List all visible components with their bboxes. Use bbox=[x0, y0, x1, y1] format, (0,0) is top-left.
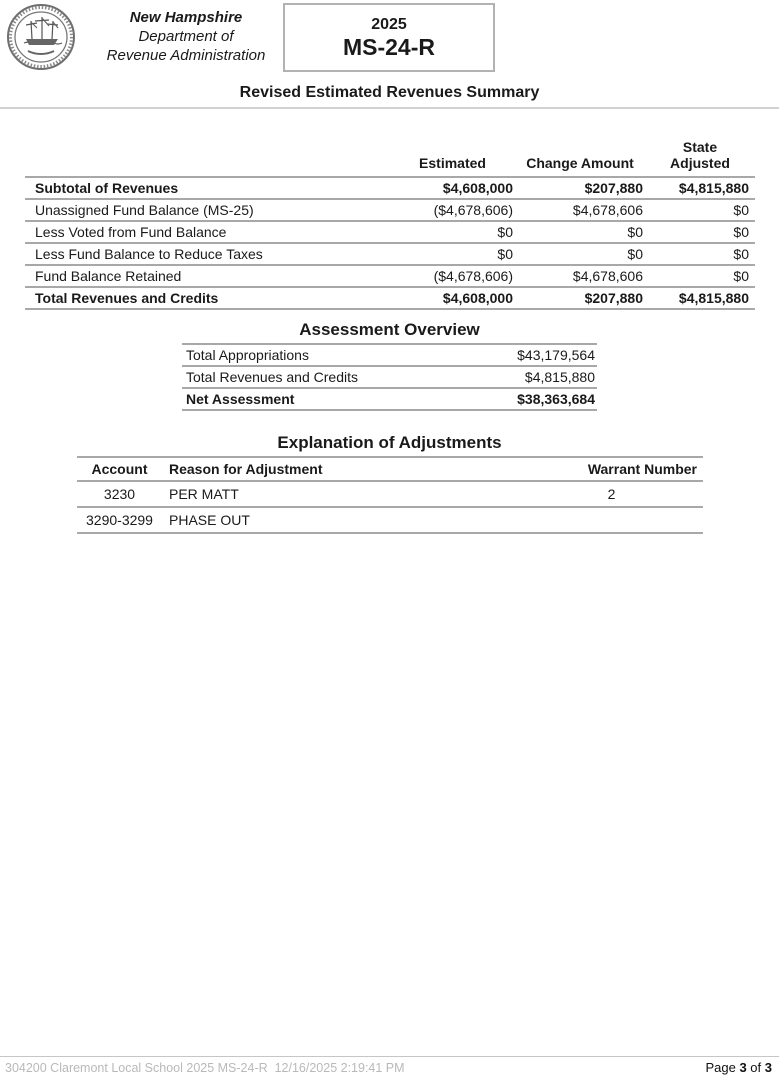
revenue-summary-table bbox=[25, 133, 755, 310]
page-current: 3 bbox=[739, 1060, 747, 1075]
row-value: $4,815,880 bbox=[524, 369, 595, 385]
cell-estimated: $0 bbox=[497, 246, 513, 262]
assessment-overview-title: Assessment Overview bbox=[299, 320, 480, 339]
of-word: of bbox=[750, 1060, 762, 1075]
cell-change: $207,880 bbox=[584, 290, 643, 306]
col-state-adjusted-line2: Adjusted bbox=[670, 155, 730, 171]
row-label: Net Assessment bbox=[186, 391, 295, 407]
cell-adjusted: $0 bbox=[733, 268, 749, 284]
agency-line3: Revenue Administration bbox=[106, 47, 266, 64]
col-account: Account bbox=[91, 461, 148, 477]
cell-reason: PER MATT bbox=[169, 486, 239, 502]
table-row bbox=[25, 177, 755, 199]
col-estimated: Estimated bbox=[419, 155, 486, 171]
cell-estimated: ($4,678,606) bbox=[433, 268, 513, 284]
cell-estimated: $0 bbox=[497, 224, 513, 240]
table-row bbox=[182, 388, 597, 410]
row-label: Less Voted from Fund Balance bbox=[35, 224, 227, 240]
cell-change: $207,880 bbox=[584, 180, 643, 196]
cell-estimated: ($4,678,606) bbox=[433, 202, 513, 218]
col-blank bbox=[25, 133, 390, 177]
row-label: Fund Balance Retained bbox=[35, 268, 182, 284]
cell-account: 3230 bbox=[103, 486, 136, 502]
cell-reason: PHASE OUT bbox=[169, 512, 250, 528]
table-row bbox=[25, 221, 755, 243]
cell-adjusted: $0 bbox=[733, 246, 749, 262]
table-row bbox=[77, 507, 703, 533]
page-number bbox=[705, 1060, 772, 1075]
cell-adjusted: $4,815,880 bbox=[678, 290, 749, 306]
adjustments-title: Explanation of Adjustments bbox=[277, 433, 502, 452]
assessment-overview-table bbox=[182, 343, 597, 411]
page-title: Revised Estimated Revenues Summary bbox=[239, 84, 540, 101]
table-row bbox=[77, 481, 703, 507]
agency-line2: Department of bbox=[138, 28, 234, 45]
cell-adjusted: $0 bbox=[733, 224, 749, 240]
adjustments-table bbox=[77, 456, 703, 534]
cell-account: 3290-3299 bbox=[86, 512, 153, 528]
table-row bbox=[25, 199, 755, 221]
cell-estimated: $4,608,000 bbox=[442, 180, 513, 196]
form-id: MS-24-R bbox=[342, 33, 435, 60]
col-warrant-number: Warrant Number bbox=[587, 461, 697, 477]
cell-change: $0 bbox=[627, 246, 643, 262]
col-state-adjusted bbox=[645, 133, 755, 177]
row-value: $38,363,684 bbox=[517, 391, 595, 407]
form-identifier-box bbox=[283, 3, 495, 72]
revenue-summary-header-row bbox=[25, 133, 755, 177]
adjustments-header-row bbox=[77, 457, 703, 481]
row-label: Unassigned Fund Balance (MS-25) bbox=[35, 202, 254, 218]
table-row bbox=[25, 287, 755, 309]
col-state-adjusted-line1: State bbox=[682, 139, 718, 155]
row-label: Subtotal of Revenues bbox=[35, 180, 179, 196]
table-row bbox=[182, 344, 597, 366]
agency-name bbox=[88, 8, 284, 65]
cell-change: $0 bbox=[627, 224, 643, 240]
table-row bbox=[25, 265, 755, 287]
page-total: 3 bbox=[764, 1060, 772, 1075]
cell-warrant: 2 bbox=[607, 486, 616, 502]
col-change-amount: Change Amount bbox=[526, 155, 634, 171]
cell-change: $4,678,606 bbox=[572, 268, 643, 284]
row-label: Total Appropriations bbox=[186, 347, 309, 363]
footer-divider bbox=[0, 1056, 779, 1057]
cell-adjusted: $4,815,880 bbox=[678, 180, 749, 196]
row-value: $43,179,564 bbox=[517, 347, 595, 363]
page-word: Page bbox=[705, 1060, 736, 1075]
header-divider bbox=[0, 107, 779, 109]
row-label: Total Revenues and Credits bbox=[35, 290, 219, 306]
table-row bbox=[25, 243, 755, 265]
cell-warrant bbox=[520, 507, 703, 533]
table-row bbox=[182, 366, 597, 388]
col-reason: Reason for Adjustment bbox=[169, 461, 323, 477]
footer-document-info: 304200 Claremont Local School 2025 MS-24-R 12/16/2025 2:19:41 PM bbox=[5, 1061, 405, 1075]
agency-line1: New Hampshire bbox=[129, 9, 243, 26]
nh-state-seal-icon bbox=[4, 3, 78, 71]
row-label: Total Revenues and Credits bbox=[186, 369, 358, 385]
cell-estimated: $4,608,000 bbox=[442, 290, 513, 306]
form-year: 2025 bbox=[371, 15, 407, 33]
cell-adjusted: $0 bbox=[733, 202, 749, 218]
row-label: Less Fund Balance to Reduce Taxes bbox=[35, 246, 263, 262]
cell-change: $4,678,606 bbox=[572, 202, 643, 218]
